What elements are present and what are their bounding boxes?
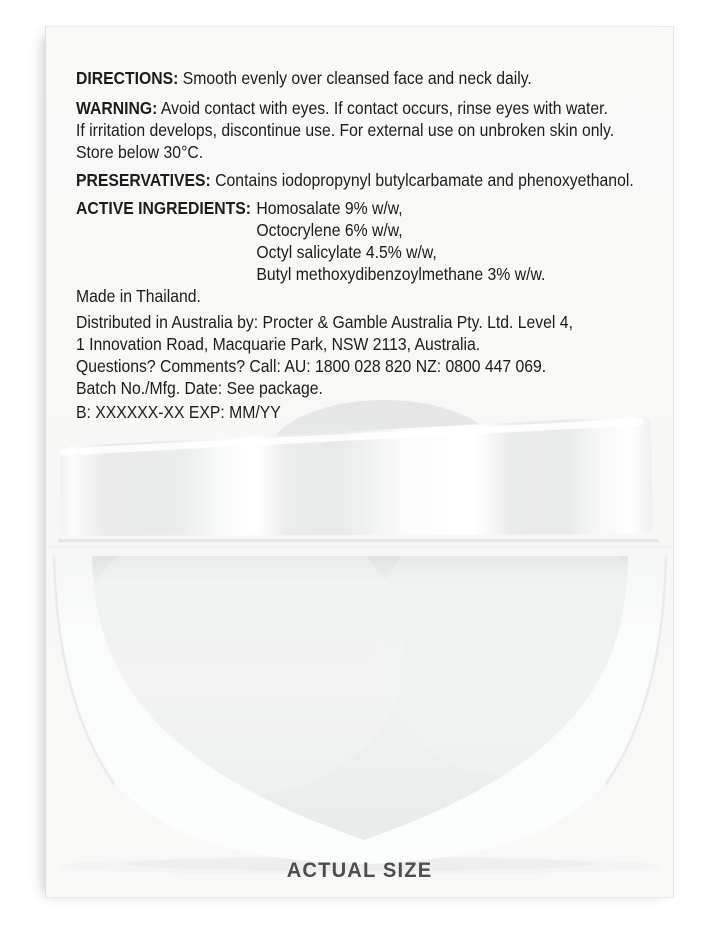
directions-paragraph — [76, 67, 532, 89]
warning-paragraph — [76, 97, 614, 163]
preservatives-text: Contains iodopropynyl butylcarbamate and phenoxyethanol. — [215, 170, 634, 190]
directions-text: Smooth evenly over cleansed face and neck daily. — [182, 68, 532, 88]
packaging-back-panel — [45, 26, 674, 898]
jar-illustration — [46, 396, 675, 874]
label-text-block — [76, 27, 670, 457]
batch-code-text: B: XXXXXX-XX EXP: MM/YY — [76, 402, 281, 422]
warning-line-1 — [76, 97, 614, 119]
contact-line: Questions? Comments? Call: AU: 1800 028 820 NZ: 0800 447 069. — [76, 356, 547, 376]
jar-seam-line — [58, 539, 659, 543]
active-ingredient-item: Octocrylene 6% w/w, — [256, 220, 403, 240]
active-ingredient-item: Butyl methoxydibenzoylmethane 3% w/w. — [256, 264, 546, 284]
made-in-paragraph — [76, 285, 201, 307]
preservatives-paragraph — [76, 169, 634, 191]
active-ingredients-heading: ACTIVE INGREDIENTS: — [76, 198, 252, 218]
preservatives-line — [76, 169, 634, 191]
directions-line — [76, 67, 532, 89]
active-ingredient-item: Homosalate 9% w/w, — [256, 198, 403, 218]
actual-size-label: ACTUAL SIZE — [286, 859, 433, 882]
warning-line-3: Store below 30°C. — [76, 142, 204, 162]
distributor-paragraph — [76, 311, 573, 377]
jar-seam-soft-line — [48, 546, 673, 548]
directions-heading: DIRECTIONS: — [76, 68, 179, 88]
preservatives-heading: PRESERVATIVES: — [76, 170, 211, 190]
made-in-text: Made in Thailand. — [76, 286, 201, 306]
warning-text-1: Avoid contact with eyes. If contact occurs, rinse eyes with water. — [160, 98, 608, 118]
distributor-line-1: Distributed in Australia by: Procter & Gamble Australia Pty. Ltd. Level 4, — [76, 312, 573, 332]
distributor-line-2: 1 Innovation Road, Macquarie Park, NSW 2113, Australia. — [76, 334, 481, 354]
batch-text: Batch No./Mfg. Date: See package. — [76, 378, 323, 398]
warning-heading: WARNING: — [76, 98, 158, 118]
active-ingredients-list — [256, 197, 545, 285]
warning-line-2: If irritation develops, discontinue use. For external use on unbroken skin only. — [76, 120, 615, 140]
active-ingredients-paragraph — [76, 197, 545, 285]
active-ingredient-item: Octyl salicylate 4.5% w/w, — [256, 242, 437, 262]
